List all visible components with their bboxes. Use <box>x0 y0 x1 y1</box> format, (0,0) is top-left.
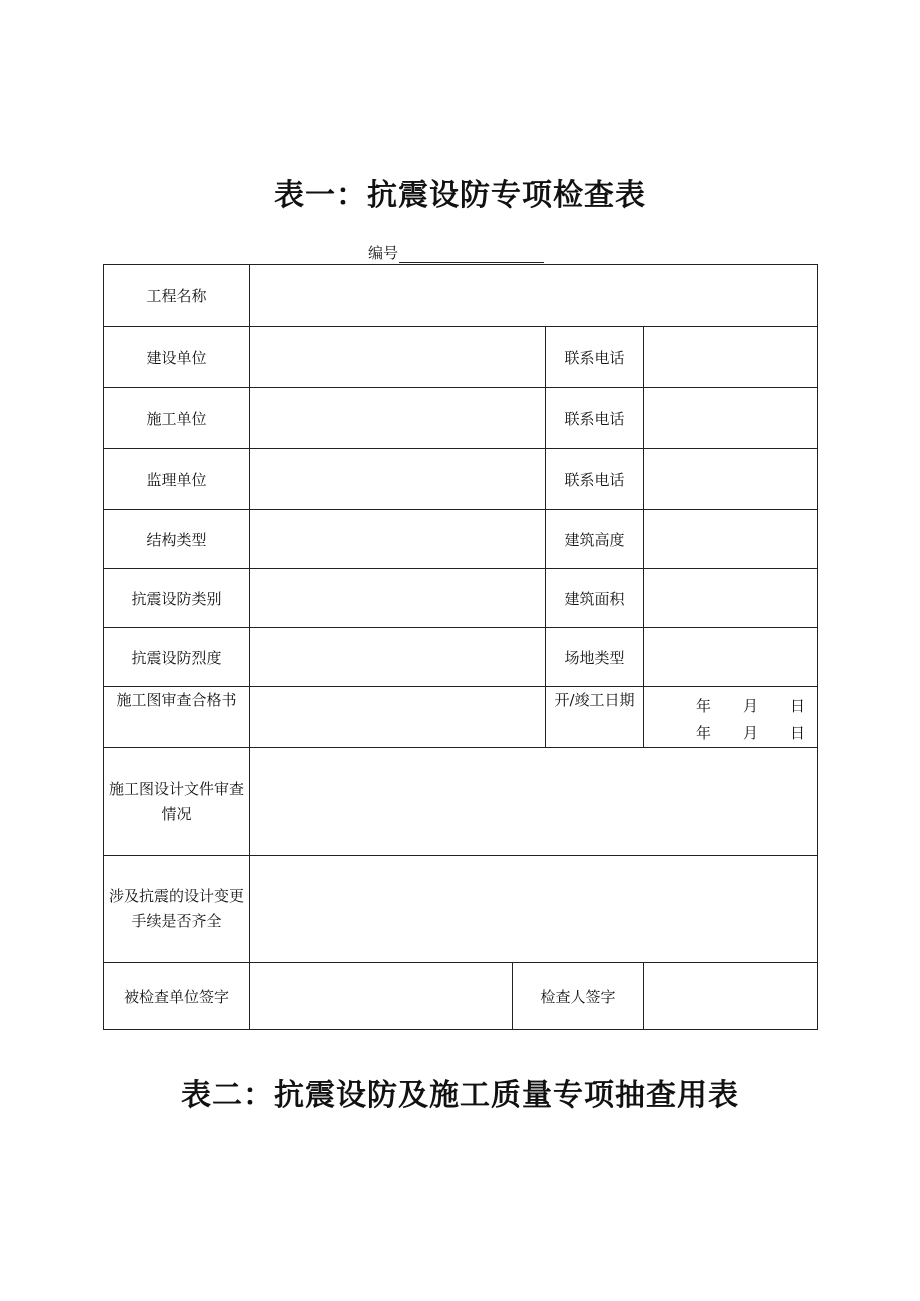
page-title: 表一：抗震设防专项检查表 <box>274 178 646 213</box>
date-day: 日 <box>789 724 805 742</box>
structure-type-label: 结构类型 <box>104 510 250 569</box>
project-name-label: 工程名称 <box>104 265 250 327</box>
table-row <box>104 265 818 327</box>
table-row <box>104 388 818 449</box>
inspected-unit-sign-field[interactable] <box>250 963 513 1030</box>
serial-label: 编号 <box>368 244 399 262</box>
developer-phone-field[interactable] <box>644 327 818 388</box>
design-review-label: 施工图设计文件审查情况 <box>104 748 250 856</box>
table-row <box>104 449 818 510</box>
date-day: 日 <box>789 697 805 715</box>
table-row <box>104 748 818 856</box>
developer-field[interactable] <box>250 327 546 388</box>
inspector-sign-label: 检查人签字 <box>513 963 644 1030</box>
table-row <box>104 687 818 748</box>
table-row <box>104 327 818 388</box>
date-year: 年 <box>696 697 712 715</box>
site-type-label: 场地类型 <box>546 628 644 687</box>
serial-number <box>368 243 544 263</box>
seismic-intensity-field[interactable] <box>250 628 546 687</box>
drawing-certificate-field[interactable] <box>250 687 546 748</box>
design-change-label: 涉及抗震的设计变更手续是否齐全 <box>104 856 250 963</box>
seismic-category-label: 抗震设防类别 <box>104 569 250 628</box>
contractor-phone-field[interactable] <box>644 388 818 449</box>
start-date-row <box>644 693 817 720</box>
inspector-sign-field[interactable] <box>644 963 818 1030</box>
drawing-certificate-label: 施工图审查合格书 <box>104 687 250 748</box>
building-height-field[interactable] <box>644 510 818 569</box>
seismic-intensity-label: 抗震设防烈度 <box>104 628 250 687</box>
building-area-field[interactable] <box>644 569 818 628</box>
contractor-label: 施工单位 <box>104 388 250 449</box>
table-row <box>104 569 818 628</box>
building-height-label: 建筑高度 <box>546 510 644 569</box>
serial-number-field[interactable] <box>399 246 544 263</box>
structure-type-field[interactable] <box>250 510 546 569</box>
seismic-category-field[interactable] <box>250 569 546 628</box>
contractor-phone-label: 联系电话 <box>546 388 644 449</box>
table-row <box>104 510 818 569</box>
date-month: 月 <box>742 724 758 742</box>
end-date-row <box>644 720 817 747</box>
table-row <box>104 963 818 1030</box>
project-name-field[interactable] <box>250 265 818 327</box>
supervisor-field[interactable] <box>250 449 546 510</box>
developer-label: 建设单位 <box>104 327 250 388</box>
building-area-label: 建筑面积 <box>546 569 644 628</box>
inspected-unit-sign-label: 被检查单位签字 <box>104 963 250 1030</box>
design-change-field[interactable] <box>250 856 818 963</box>
developer-phone-label: 联系电话 <box>546 327 644 388</box>
section-title: 表二：抗震设防及施工质量专项抽查用表 <box>181 1078 739 1113</box>
site-type-field[interactable] <box>644 628 818 687</box>
start-end-date-field[interactable] <box>644 687 818 748</box>
date-month: 月 <box>742 697 758 715</box>
table-row <box>104 628 818 687</box>
start-end-date-label: 开/竣工日期 <box>546 687 644 748</box>
date-year: 年 <box>696 724 712 742</box>
supervisor-label: 监理单位 <box>104 449 250 510</box>
table-row <box>104 856 818 963</box>
supervisor-phone-field[interactable] <box>644 449 818 510</box>
supervisor-phone-label: 联系电话 <box>546 449 644 510</box>
design-review-field[interactable] <box>250 748 818 856</box>
contractor-field[interactable] <box>250 388 546 449</box>
seismic-inspection-table <box>103 264 818 1030</box>
